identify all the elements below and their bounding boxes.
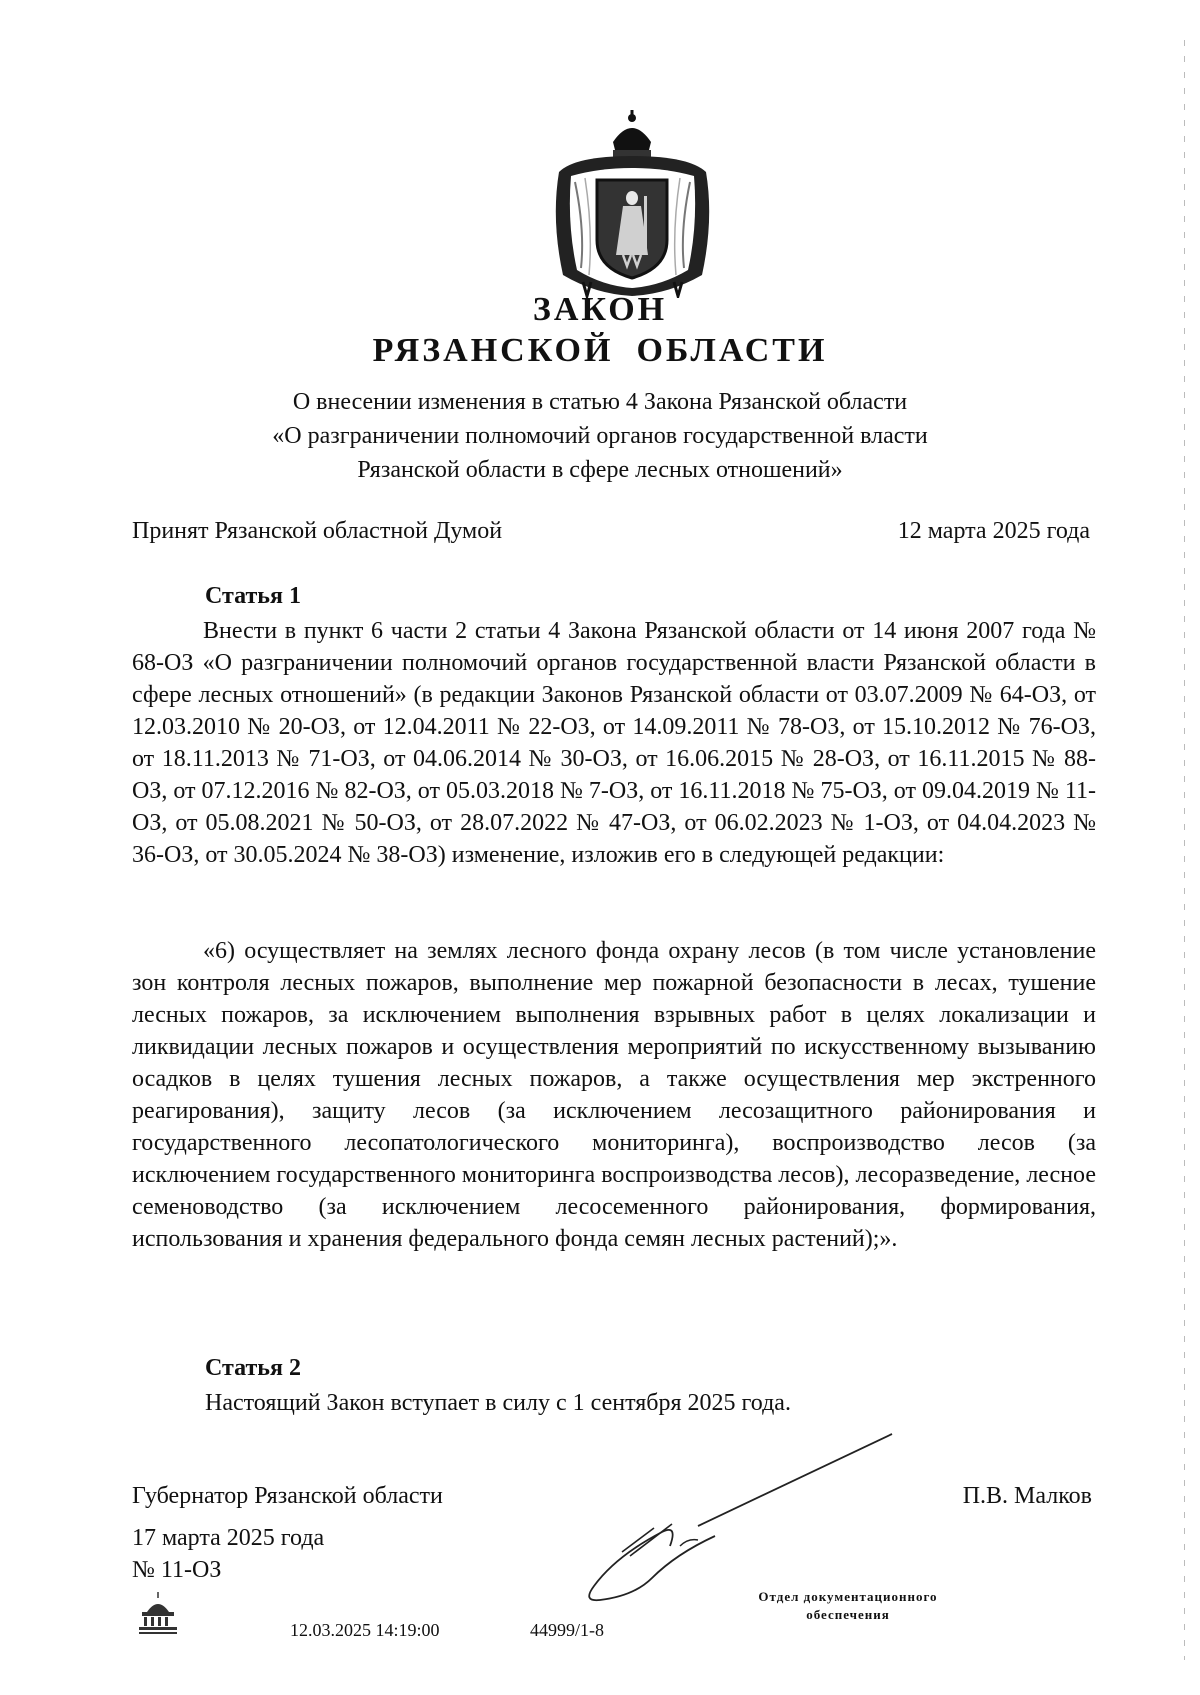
article-2-title: Статья 2 — [205, 1355, 301, 1381]
signing-date: 17 марта 2025 года — [132, 1525, 325, 1551]
footer-registration-number: 44999/1-8 — [530, 1620, 604, 1640]
region-title: РЯЗАНСКОЙ ОБЛАСТИ — [372, 332, 828, 369]
handwritten-signature — [580, 1428, 900, 1608]
law-title: ЗАКОН — [532, 291, 668, 328]
article-1-paragraph-2: «6) осуществляет на землях лесного фонда охрану лесов (в том числе установление зон контроля лесных пожаров, выполнение мер пожарной безопасности в лесах, тушение лесных пожаров, за исключением выполнения взрывных работ в целях локализации и ликвидации лесных пожаров и осуществления мероприятий по искусственному вызыванию осадков в целях тушения лесных пожаров, а также осуществления мер экстренного реагирования), защиту лесов (за исключением лесозащитного районирования и государственного лесопатологического мониторинга), воспроизводство лесов (за исключением государственного мониторинга воспроизводства лесов), лесоразведение, лесное семеноводство (за исключением лесосеменного районирования, формирования, использования и хранения федерального фонда семян лесных растений);». — [132, 938, 1096, 1252]
duma-logo-icon — [133, 1590, 183, 1636]
law-number: № 11-ОЗ — [132, 1557, 222, 1583]
stamp-line-1: Отдел документационного — [758, 1589, 938, 1604]
footer-timestamp: 12.03.2025 14:19:00 — [290, 1620, 440, 1640]
article-1-title: Статья 1 — [205, 583, 301, 609]
adoption-date: 12 марта 2025 года — [897, 518, 1090, 544]
stamp-line-2: обеспечения — [806, 1607, 890, 1622]
governor-name: П.В. Малков — [962, 1483, 1092, 1509]
article-2-text: Настоящий Закон вступает в силу с 1 сентября 2025 года. — [205, 1390, 791, 1416]
subtitle-line-1: О внесении изменения в статью 4 Закона Рязанской области — [292, 389, 908, 415]
scan-edge-line — [1183, 40, 1186, 1660]
article-1-paragraph-1: Внести в пункт 6 части 2 статьи 4 Закона Рязанской области от 14 июня 2007 года № 68-ОЗ «О разграничении полномочий органов государственной власти Рязанской области в сфере лесных отношений» (в редакции Законов Рязанской области от 03.07.2009 № 64-ОЗ, от 12.03.2010 № 20-ОЗ, от 12.04.2011 № 22-ОЗ, от 14.09.2011 № 78-ОЗ, от 15.10.2012 № 76-ОЗ, от 18.11.2013 № 71-ОЗ, от 04.06.2014 № 30-ОЗ, от 16.06.2015 № 28-ОЗ, от 16.11.2015 № 88-ОЗ, от 07.12.2016 № 82-ОЗ, от 05.03.2018 № 7-ОЗ, от 16.11.2018 № 75-ОЗ, от 09.04.2019 № 11-ОЗ, от 05.08.2021 № 50-ОЗ, от 28.07.2022 № 47-ОЗ, от 06.02.2023 № 1-ОЗ, от 04.04.2023 № 36-ОЗ, от 30.05.2024 № 38-ОЗ) изменение, изложив его в следующей редакции: — [132, 618, 1096, 868]
subtitle-line-3: Рязанской области в сфере лесных отношений» — [357, 457, 843, 483]
adopted-by: Принят Рязанской областной Думой — [132, 518, 503, 544]
subtitle-line-2: «О разграничении полномочий органов государственной власти — [272, 423, 928, 449]
governor-position: Губернатор Рязанской области — [132, 1483, 443, 1509]
coat-of-arms-icon — [545, 110, 720, 298]
